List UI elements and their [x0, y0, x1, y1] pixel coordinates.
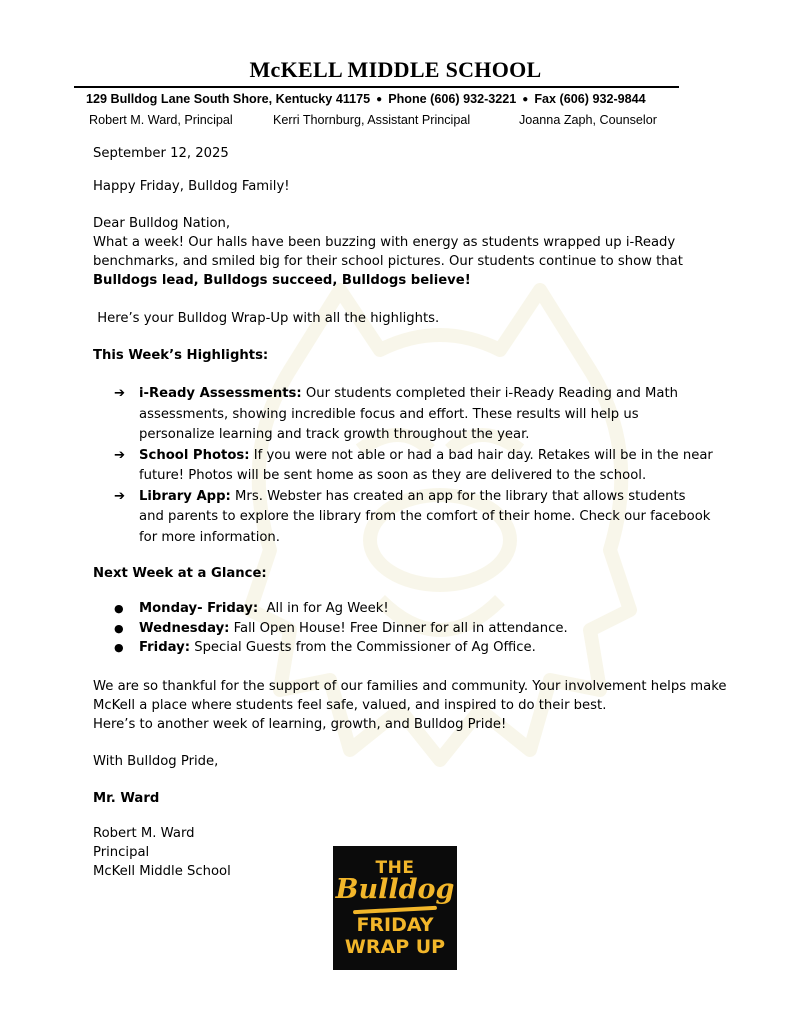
separator-dot: ● — [376, 94, 383, 105]
highlight-title: School Photos: — [139, 447, 250, 463]
header-divider — [74, 86, 679, 88]
school-motto-text: Bulldogs lead, Bulldogs succeed, Bulldogs believe! — [93, 273, 471, 288]
list-item — [114, 384, 714, 446]
staff-principal: Robert M. Ward, Principal — [89, 113, 233, 127]
staff-assistant-principal: Kerri Thornburg, Assistant Principal — [273, 113, 471, 127]
bulldog-friday-wrap-up-logo — [333, 846, 457, 970]
closing-line-2: McKell a place where students feel safe, valued, and inspired to do their best. — [93, 698, 607, 713]
next-week-list — [114, 599, 714, 658]
bullet-icon: ● — [114, 621, 124, 635]
signature-full-name: Robert M. Ward — [93, 826, 195, 841]
closing-line-3: Here’s to another week of learning, growth, and Bulldog Pride! — [93, 717, 507, 732]
school-address: 129 Bulldog Lane South Shore, Kentucky 41175 — [86, 92, 371, 106]
bullet-icon: ● — [114, 602, 124, 615]
school-fax: Fax (606) 932-9844 — [534, 92, 646, 106]
list-item — [114, 446, 714, 487]
list-item — [114, 619, 714, 639]
letter-signoff: With Bulldog Pride, — [93, 754, 219, 769]
letter-salutation: Dear Bulldog Nation, — [93, 216, 231, 231]
list-item — [114, 638, 714, 658]
highlight-title: Library App: — [139, 488, 231, 504]
school-contact-line — [86, 92, 646, 106]
highlights-list — [114, 384, 714, 548]
signature-school: McKell Middle School — [93, 864, 231, 879]
signature-title: Principal — [93, 845, 150, 860]
school-phone: Phone (606) 932-3221 — [388, 92, 517, 106]
highlight-text: Mrs. Webster has created an app for the library that allows students and parents to explore the library from the comfort of their home. Check our facebook for more information. — [139, 488, 711, 545]
logo-line-bulldog: Bulldog — [335, 874, 455, 905]
intro-line-2: benchmarks, and smiled big for their school pictures. Our students continue to show that — [93, 254, 683, 269]
logo-line-the: THE — [375, 858, 415, 878]
logo-line-wrap-up: WRAP UP — [344, 936, 446, 958]
next-week-text: All in for Ag Week! — [258, 601, 389, 616]
letter-date: September 12, 2025 — [93, 146, 229, 161]
list-item — [114, 599, 714, 619]
highlights-heading — [93, 346, 713, 365]
bullet-icon: ● — [114, 641, 124, 654]
next-week-day: Friday: — [139, 640, 190, 655]
school-motto — [93, 271, 713, 290]
highlight-text: Our students completed their i-Ready Reading and Math assessments, showing incredible focus and effort. These results will help us personalize learning and track growth throughout the year. — [139, 386, 679, 442]
highlight-title: i-Ready Assessments: — [139, 386, 302, 401]
separator-dot: ● — [522, 94, 529, 105]
highlight-text: If you were not able or had a bad hair day. Retakes will be in the near future! Photos will be sent home as soon as they are delivered to the school. — [139, 447, 713, 483]
letter-greeting: Happy Friday, Bulldog Family! — [93, 179, 290, 194]
next-week-text: Fall Open House! Free Dinner for all in attendance. — [229, 620, 568, 636]
intro-line-1: What a week! Our halls have been buzzing with energy as students wrapped up i-Ready — [93, 235, 676, 250]
next-week-day: Monday- Friday: — [139, 601, 259, 616]
next-week-day: Wednesday: — [139, 620, 230, 636]
highlights-heading-text: This Week’s Highlights: — [93, 348, 269, 363]
signature-name-text: Mr. Ward — [93, 791, 160, 806]
wrapup-line: Here’s your Bulldog Wrap-Up with all the highlights. — [93, 311, 440, 326]
arrow-icon: ➔ — [114, 488, 126, 504]
next-week-heading-text: Next Week at a Glance: — [93, 566, 267, 581]
arrow-icon: ➔ — [114, 447, 126, 463]
logo-line-friday: FRIDAY — [356, 914, 434, 936]
list-item — [114, 487, 714, 549]
school-name-heading: McKELL MIDDLE SCHOOL — [249, 57, 542, 82]
arrow-icon: ➔ — [114, 386, 126, 401]
next-week-text: Special Guests from the Commissioner of Ag Office. — [190, 640, 536, 655]
signature-name — [93, 789, 713, 808]
staff-counselor: Joanna Zaph, Counselor — [519, 113, 657, 127]
next-week-heading — [93, 564, 713, 583]
logo-swoosh — [353, 906, 437, 914]
closing-line-1: We are so thankful for the support of our families and community. Your involvement helps make — [93, 679, 727, 694]
